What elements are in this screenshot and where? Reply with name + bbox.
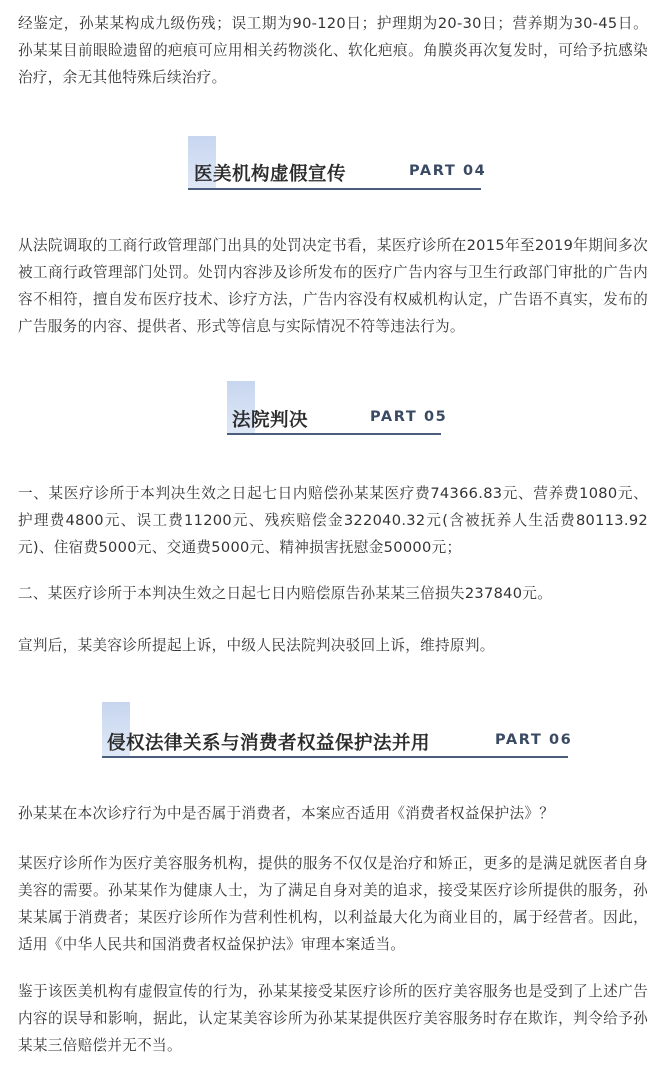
section-header-part-05	[0, 378, 664, 438]
section-header-part-06	[0, 700, 664, 760]
section-header-part-04	[0, 132, 664, 192]
paragraph-injury-assessment: 经鉴定，孙某某构成九级伤残；误工期为90-120日；护理期为20-30日；营养期为30-45日。孙某某目前眼睑遗留的疤痕可应用相关药物淡化、软化疤痕。角膜炎再次复发时，可给予抗感染治疗，余无其他特殊后续治疗。	[18, 15, 648, 86]
section-underline	[102, 756, 568, 758]
section-part-label: PART 04	[409, 163, 487, 179]
paragraph-consumer-question: 孙某某在本次诊疗行为中是否属于消费者，本案应否适用《消费者权益保护法》？	[18, 805, 555, 822]
paragraph-consumer-analysis: 某医疗诊所作为医疗美容服务机构，提供的服务不仅仅是治疗和矫正，更多的是满足就医者自身美容的需要。孙某某作为健康人士，为了满足自身对美的追求，接受某医疗诊所提供的服务，孙某某属于消费者；某医疗诊所作为营利性机构，以利益最大化为商业目的，属于经营者。因此，适用《中华人民共和国消费者权益保护法》审理本案适当。	[18, 855, 648, 953]
section-part-label: PART 05	[370, 409, 448, 425]
paragraph-false-advertising: 从法院调取的工商行政管理部门出具的处罚决定书看，某医疗诊所在2015年至2019年期间多次被工商行政管理部门处罚。处罚内容涉及诊所发布的医疗广告内容与卫生行政部门审批的广告内容不相符，擅自发布医疗技术、诊疗方法，广告内容没有权威机构认定，广告语不真实，发布的广告服务的内容、提供者、形式等信息与实际情况不符等违法行为。	[18, 237, 648, 335]
section-title: 法院判决	[232, 410, 309, 431]
paragraph-judgment-item-2: 二、某医疗诊所于本判决生效之日起七日内赔偿原告孙某某三倍损失237840元。	[18, 585, 553, 602]
section-underline	[227, 433, 441, 435]
paragraph-appeal-result: 宣判后，某美容诊所提起上诉，中级人民法院判决驳回上诉，维持原判。	[18, 637, 495, 654]
section-title: 侵权法律关系与消费者权益保护法并用	[107, 733, 431, 754]
section-underline	[188, 188, 481, 190]
section-part-label: PART 06	[495, 732, 573, 748]
paragraph-fraud-conclusion: 鉴于该医美机构有虚假宣传的行为，孙某某接受某医疗诊所的医疗美容服务也是受到了上述广告内容的误导和影响，据此，认定某美容诊所为孙某某提供医疗美容服务时存在欺诈，判令给予孙某某三倍赔偿并无不当。	[18, 983, 648, 1054]
paragraph-judgment-item-1: 一、某医疗诊所于本判决生效之日起七日内赔偿孙某某医疗费74366.83元、营养费1080元、护理费4800元、误工费11200元、残疾赔偿金322040.32元(含被抚养人生活费80113.92元)、住宿费5000元、交通费5000元、精神损害抚慰金50000元；	[18, 485, 648, 556]
section-title: 医美机构虚假宣传	[194, 164, 347, 185]
